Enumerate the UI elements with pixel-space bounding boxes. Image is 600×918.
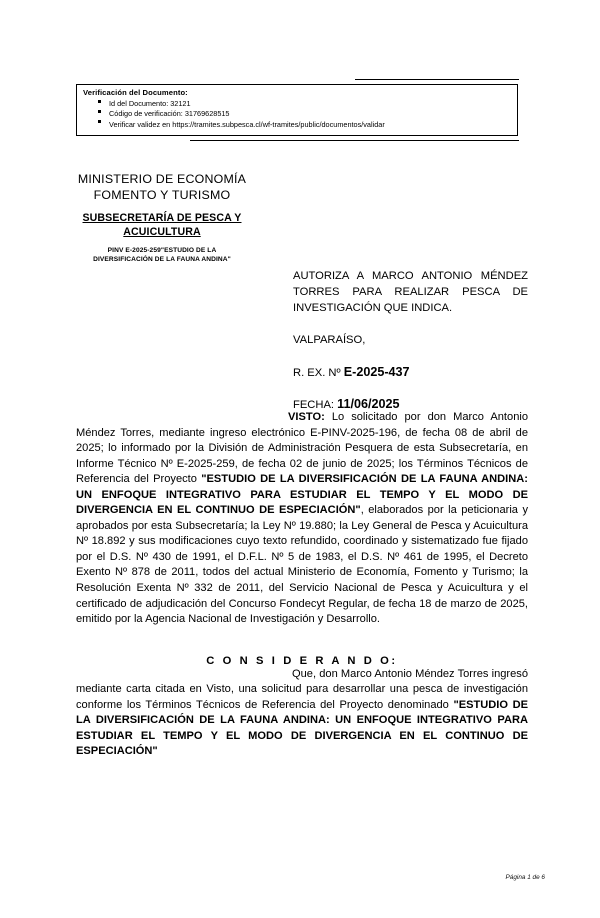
resolution-date-label: FECHA: (293, 399, 335, 411)
visto-project-title: "ESTUDIO DE LA DIVERSIFICACIÓN DE LA FAUNA ANDINA: UN ENFOQUE INTEGRATIVO PARA ESTUDIAR EL TEMPO Y EL MODO DE DIVERGENCIA EN EL CONTINUO DE ESPECIACIÓN" (76, 473, 528, 517)
letterhead (34, 172, 290, 264)
resolution-subject: AUTORIZA A MARCO ANTONIO MÉNDEZ TORRES PARA REALIZAR PESCA DE INVESTIGACIÓN QUE INDICA. (293, 270, 528, 314)
document-body (76, 410, 528, 760)
resolution-number-line (293, 364, 528, 381)
visto-paragraph (76, 410, 528, 628)
considerando-heading: C O N S I D E R A N D O: (206, 654, 398, 667)
considerando-paragraph (76, 667, 528, 760)
verification-title: Verificación del Documento: (83, 88, 188, 97)
resolution-date-value: 11/06/2025 (337, 397, 400, 411)
page-footer (0, 874, 545, 881)
visto-text-part-1: Lo solicitado por don Marco Antonio Méndez Torres, mediante ingreso electrónico E-PINV-2025-196, de fecha 08 de abril de 2025; lo informado por la División de Administración Pesquera de esta Subsecretaría, en Informe Técnico Nº E-2025-259, de fecha 02 de junio de 2025; los Términos Técnicos de Referencia del Proyecto (76, 411, 528, 486)
ministry-name-line-1: MINISTERIO DE ECONOMÍA (77, 172, 247, 186)
considerando-text-part-1: Que, don Marco Antonio Méndez Torres ingresó mediante carta citada en Visto, una solicitud para desarrollar una pesca de investigación conforme los Términos Técnicos de Referencia del Proyecto denominado (76, 667, 528, 711)
resolution-title-block (293, 268, 528, 413)
document-verification-box (76, 84, 518, 136)
subsecretaria-line-2: ACUICULTURA (123, 225, 201, 238)
ministry-name-line-2: FOMENTO Y TURISMO (93, 187, 231, 202)
bullet-icon (98, 100, 101, 103)
project-reference (34, 246, 290, 264)
verification-item-text: Código de verificación: 31769628515 (109, 109, 230, 119)
bullet-icon (98, 110, 101, 113)
verification-item-text: Id del Documento: 32121 (109, 99, 191, 108)
verification-box-bottom-rule (190, 140, 519, 141)
verification-box-top-rule (355, 79, 519, 80)
verification-item-url (109, 120, 517, 130)
resolution-number-label: R. EX. Nº (293, 367, 341, 379)
verification-item-code (109, 109, 517, 119)
considerando-project-title: "ESTUDIO DE LA DIVERSIFICACIÓN DE LA FAUNA ANDINA: UN ENFOQUE INTEGRATIVO PARA ESTUDIAR EL TEMPO Y EL MODO DE DIVERGENCIA EN EL CONTINUO DE ESPECIACIÓN" (76, 698, 528, 758)
resolution-city: VALPARAÍSO, (293, 334, 366, 346)
verification-item-list (83, 99, 517, 130)
resolution-number-value: E-2025-437 (343, 365, 410, 379)
subsecretaria-line-1: SUBSECRETARÍA DE PESCA Y (82, 212, 242, 224)
page-number: Página 1 de 6 (505, 874, 545, 881)
subsecretaria-name (34, 212, 290, 239)
visto-heading: VISTO: (288, 411, 325, 423)
verification-item-text: Verificar validez en https://tramites.subpesca.cl/wf-tramites/public/documentos/validar (109, 119, 385, 129)
project-reference-line-1: PINV E-2025-259"ESTUDIO DE LA (107, 247, 217, 254)
visto-text-part-2: , elaborados por la peticionaria y aprobados por esta Subsecretaría; la Ley Nº 19.880; la Ley General de Pesca y Acuicultura Nº 18.892 y sus modificaciones cuyo texto refundido, coordinado y sistematizado fue fijado por el D.S. Nº 430 de 1991, el D.F.L. Nº 5 de 1983, el D.S. Nº 461 de 1995, el Decreto Exento Nº 878 de 2011, todos del actual Ministerio de Economía, Fomento y Turismo; la Resolución Exenta Nº 332 de 2011, del Servicio Nacional de Pesca y Acuicultura y el certificado de adjudicación del Concurso Fondecyt Regular, de fecha 18 de marzo de 2025, emitido por la Agencia Nacional de Investigación y Desarrollo. (76, 504, 528, 626)
verification-item-document-id (109, 99, 517, 109)
bullet-icon (98, 120, 101, 123)
project-reference-line-2: DIVERSIFICACIÓN DE LA FAUNA ANDINA" (93, 256, 231, 264)
